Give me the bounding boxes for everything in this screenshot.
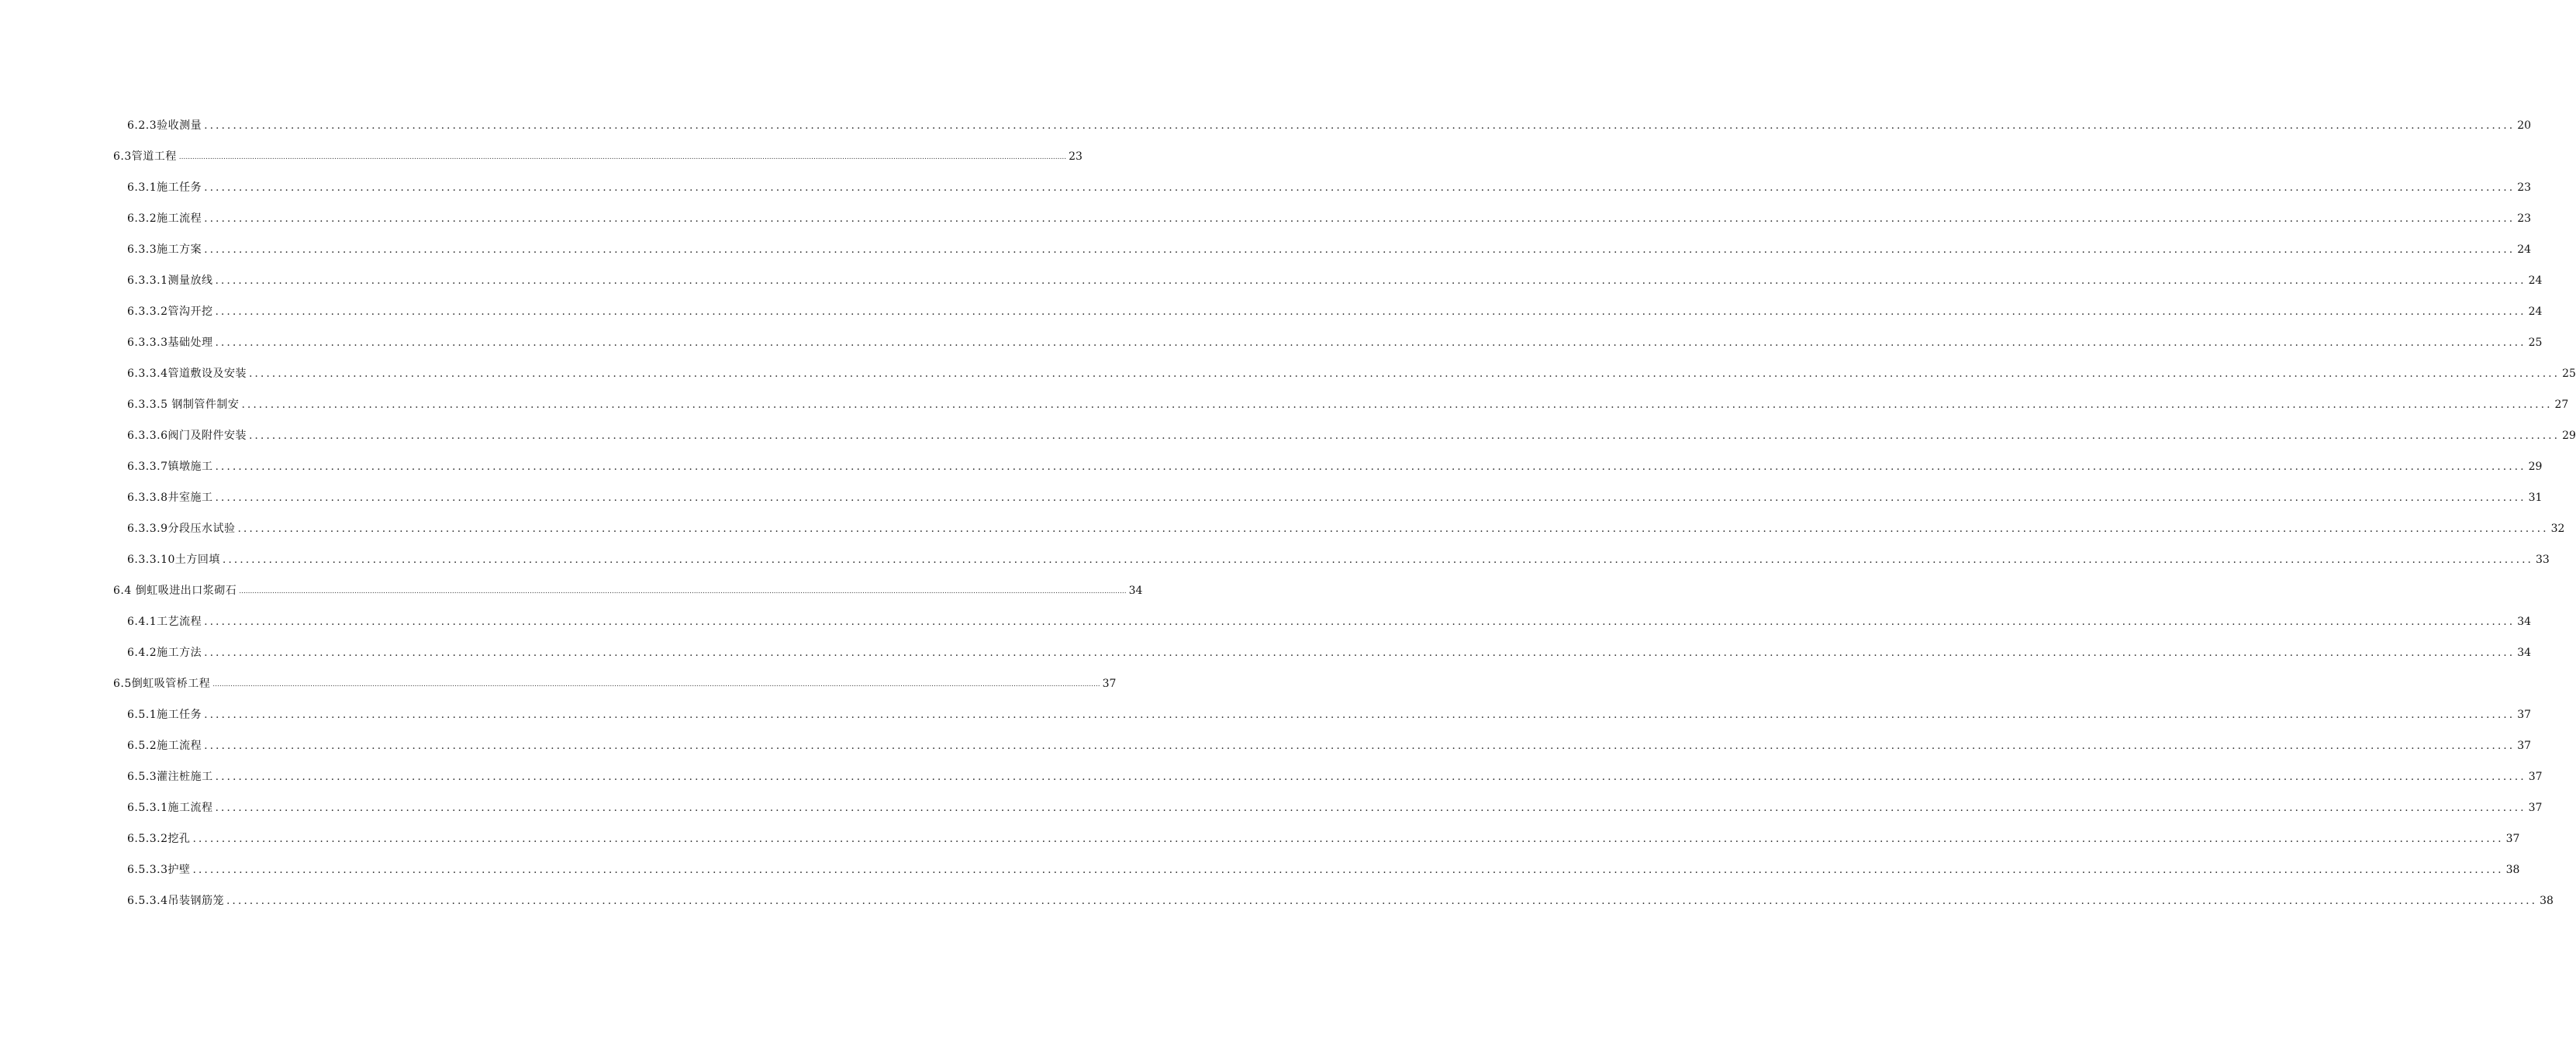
toc-dot-leader: ................................................................................................................................................................................................................................................................................................................................................................................................................: [192, 864, 2504, 876]
toc-entry-label: 6.5倒虹吸管桥工程: [113, 678, 211, 690]
toc-page-number: 34: [2517, 647, 2532, 659]
toc-entry[interactable]: [0, 271, 2543, 302]
toc-entry-label: 6.4 倒虹吸进出口浆砌石: [113, 585, 237, 597]
toc-entry-label: 6.3.3.7镇墩施工: [127, 461, 213, 473]
toc-dot-leader: ................................................................................................................................................................................................................................................................................................................................................................................................................: [178, 154, 1067, 161]
toc-entry-label: 6.3.3.3基础处理: [127, 336, 213, 349]
toc-dot-leader: ................................................................................................................................................................................................................................................................................................................................................................................................................: [215, 461, 2526, 473]
toc-entry-label: 6.3.3.9分段压水试验: [127, 523, 236, 535]
toc-page-number: 34: [1128, 585, 1143, 597]
toc-dot-leader: ................................................................................................................................................................................................................................................................................................................................................................................................................: [222, 554, 2533, 566]
toc-entry[interactable]: [0, 612, 2532, 643]
toc-entry[interactable]: [0, 302, 2543, 333]
toc-entry[interactable]: [0, 333, 2543, 364]
toc-page-number: 24: [2528, 305, 2543, 318]
toc-dot-leader: ................................................................................................................................................................................................................................................................................................................................................................................................................: [204, 212, 2516, 225]
toc-entry-label: 6.2.3验收测量: [127, 119, 202, 132]
toc-page-number: 33: [2535, 554, 2550, 566]
toc-dot-leader: ................................................................................................................................................................................................................................................................................................................................................................................................................: [212, 681, 1100, 688]
toc-page-number: 37: [2517, 740, 2532, 752]
toc-entry[interactable]: [0, 861, 2520, 892]
toc-page-number: 27: [2554, 399, 2569, 411]
toc-page-number: 37: [2528, 771, 2543, 783]
toc-page-number: 37: [2528, 802, 2543, 814]
toc-entry-label: 6.5.3.3护壁: [127, 864, 191, 876]
toc-entry-label: 6.3.3.10土方回填: [127, 554, 220, 566]
toc-dot-leader: ................................................................................................................................................................................................................................................................................................................................................................................................................: [204, 243, 2516, 256]
toc-entry[interactable]: [0, 488, 2543, 519]
toc-page-number: 23: [2517, 212, 2532, 225]
toc-entry[interactable]: [0, 147, 1083, 178]
toc-entry[interactable]: [0, 178, 2532, 209]
toc-dot-leader: ................................................................................................................................................................................................................................................................................................................................................................................................................: [215, 274, 2526, 287]
toc-entry[interactable]: [0, 519, 2565, 550]
table-of-contents: [0, 116, 2576, 923]
toc-entry-label: 6.5.2施工流程: [127, 740, 202, 752]
toc-dot-leader: ................................................................................................................................................................................................................................................................................................................................................................................................................: [248, 430, 2560, 442]
toc-entry-label: 6.3.1施工任务: [127, 181, 202, 194]
toc-page-number: 24: [2517, 243, 2532, 256]
toc-entry-label: 6.3管道工程: [113, 150, 177, 163]
toc-entry[interactable]: [0, 426, 2576, 457]
toc-entry-label: 6.5.3灌注桩施工: [127, 771, 213, 783]
toc-dot-leader: ................................................................................................................................................................................................................................................................................................................................................................................................................: [215, 802, 2526, 814]
toc-entry-label: 6.3.3.5 钢制管件制安: [127, 399, 240, 411]
toc-dot-leader: ................................................................................................................................................................................................................................................................................................................................................................................................................: [226, 895, 2538, 907]
toc-dot-leader: ................................................................................................................................................................................................................................................................................................................................................................................................................: [204, 740, 2516, 752]
toc-entry[interactable]: [0, 550, 2550, 581]
toc-entry-label: 6.3.3.8井室施工: [127, 492, 213, 504]
toc-entry[interactable]: [0, 395, 2569, 426]
toc-entry[interactable]: [0, 892, 2554, 923]
toc-dot-leader: ................................................................................................................................................................................................................................................................................................................................................................................................................: [204, 647, 2516, 659]
toc-entry[interactable]: [0, 675, 1117, 706]
toc-entry-label: 6.5.1施工任务: [127, 709, 202, 721]
toc-entry[interactable]: [0, 737, 2532, 768]
toc-entry-label: 6.5.3.4吊装钢筋笼: [127, 895, 224, 907]
toc-entry-label: 6.3.3.6阀门及附件安装: [127, 430, 247, 442]
toc-dot-leader: ................................................................................................................................................................................................................................................................................................................................................................................................................: [215, 305, 2526, 318]
toc-dot-leader: ................................................................................................................................................................................................................................................................................................................................................................................................................: [215, 492, 2526, 504]
toc-entry-label: 6.3.3施工方案: [127, 243, 202, 256]
toc-page-number: 38: [2540, 895, 2554, 907]
toc-entry[interactable]: [0, 240, 2532, 271]
toc-page-number: 34: [2517, 616, 2532, 628]
toc-entry-label: 6.3.3.4管道敷设及安装: [127, 367, 247, 380]
toc-dot-leader: ................................................................................................................................................................................................................................................................................................................................................................................................................: [241, 399, 2553, 411]
toc-dot-leader: ................................................................................................................................................................................................................................................................................................................................................................................................................: [192, 833, 2504, 845]
toc-page-number: 24: [2528, 274, 2543, 287]
toc-dot-leader: ................................................................................................................................................................................................................................................................................................................................................................................................................: [204, 709, 2516, 721]
toc-dot-leader: ................................................................................................................................................................................................................................................................................................................................................................................................................: [239, 588, 1127, 595]
toc-page-number: 37: [2505, 833, 2520, 845]
toc-dot-leader: ................................................................................................................................................................................................................................................................................................................................................................................................................: [215, 336, 2526, 349]
toc-entry[interactable]: [0, 364, 2576, 395]
toc-page-number: 38: [2505, 864, 2520, 876]
toc-entry-label: 6.3.3.1测量放线: [127, 274, 213, 287]
toc-entry[interactable]: [0, 209, 2532, 240]
toc-entry-label: 6.4.1工艺流程: [127, 616, 202, 628]
toc-entry[interactable]: [0, 799, 2543, 830]
toc-dot-leader: ................................................................................................................................................................................................................................................................................................................................................................................................................: [204, 181, 2516, 194]
toc-dot-leader: ................................................................................................................................................................................................................................................................................................................................................................................................................: [204, 119, 2516, 132]
toc-entry-label: 6.3.3.2管沟开挖: [127, 305, 213, 318]
toc-entry-label: 6.5.3.2挖孔: [127, 833, 191, 845]
toc-entry[interactable]: [0, 768, 2543, 799]
toc-entry-label: 6.5.3.1施工流程: [127, 802, 213, 814]
toc-page-number: 37: [1102, 678, 1117, 690]
toc-page-number: 20: [2517, 119, 2532, 132]
toc-page-number: 23: [2517, 181, 2532, 194]
toc-dot-leader: ................................................................................................................................................................................................................................................................................................................................................................................................................: [215, 771, 2526, 783]
toc-dot-leader: ................................................................................................................................................................................................................................................................................................................................................................................................................: [204, 616, 2516, 628]
toc-entry[interactable]: [0, 457, 2543, 488]
toc-page-number: 29: [2528, 461, 2543, 473]
toc-entry-label: 6.4.2施工方法: [127, 647, 202, 659]
toc-entry[interactable]: [0, 116, 2532, 147]
toc-page-number: 25: [2528, 336, 2543, 349]
toc-page-number: 25: [2562, 367, 2576, 380]
toc-entry-label: 6.3.2施工流程: [127, 212, 202, 225]
toc-page-number: 37: [2517, 709, 2532, 721]
toc-page-number: 32: [2550, 523, 2565, 535]
toc-dot-leader: ................................................................................................................................................................................................................................................................................................................................................................................................................: [237, 523, 2549, 535]
toc-page-number: 23: [1069, 150, 1083, 163]
toc-page-number: 29: [2562, 430, 2576, 442]
toc-entry[interactable]: [0, 643, 2532, 675]
toc-entry[interactable]: [0, 581, 1143, 612]
toc-entry[interactable]: [0, 830, 2520, 861]
toc-dot-leader: ................................................................................................................................................................................................................................................................................................................................................................................................................: [248, 367, 2560, 380]
toc-page-number: 31: [2528, 492, 2543, 504]
toc-entry[interactable]: [0, 706, 2532, 737]
